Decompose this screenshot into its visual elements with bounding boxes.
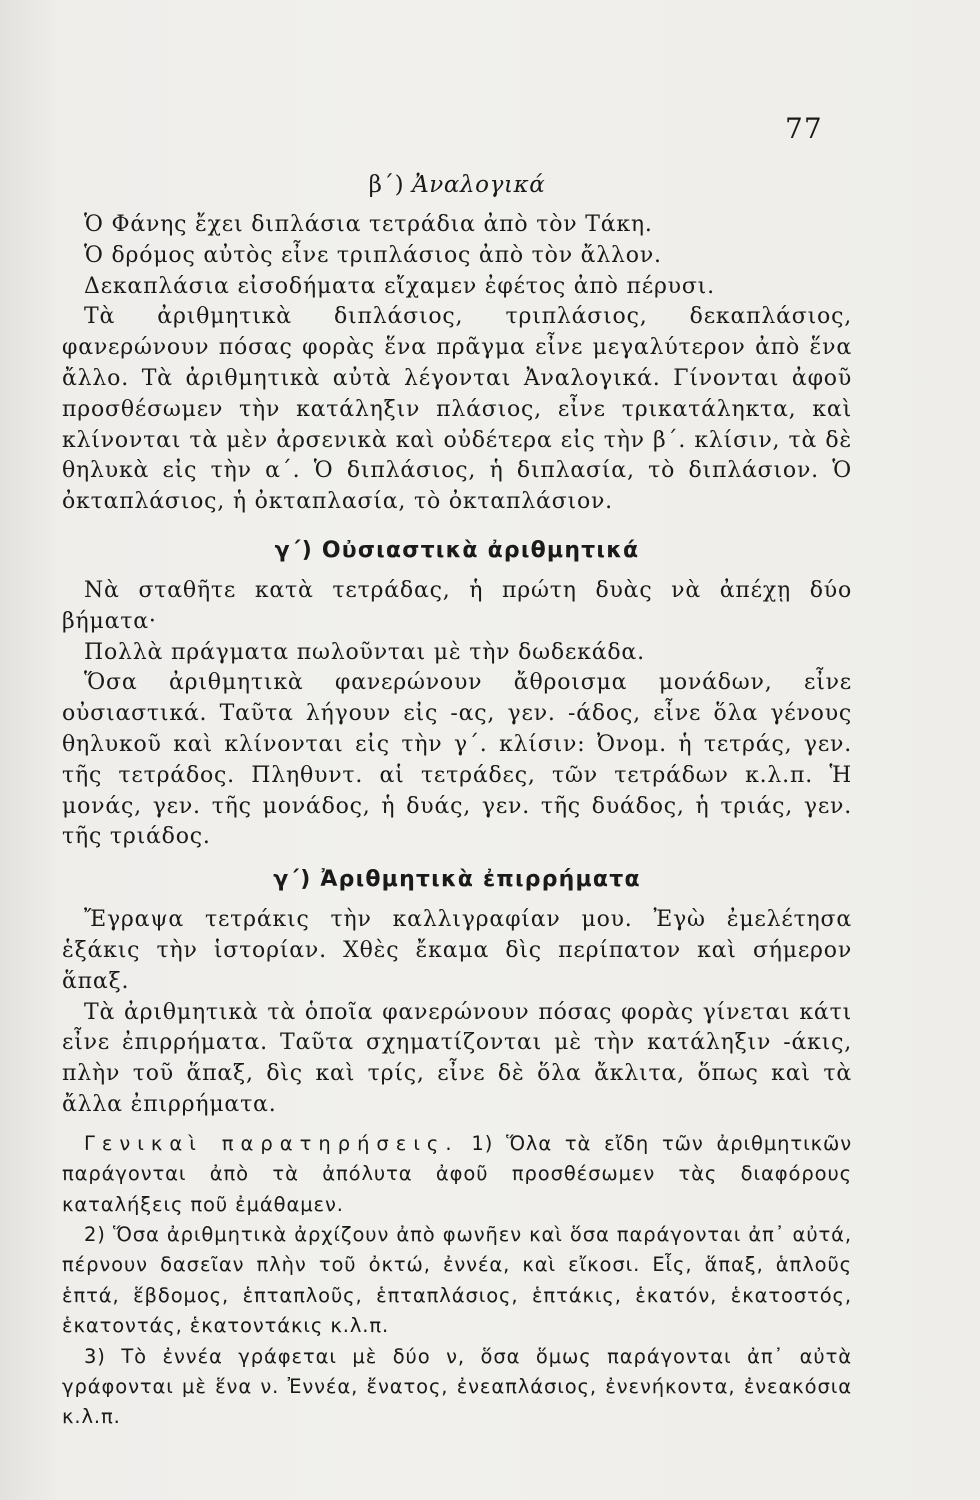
- section-marker: γ΄): [273, 867, 312, 893]
- explanation-paragraph: Τὰ ἀριθμητικὰ τὰ ὁποῖα φανερώνουν πόσας φορὰς γίνεται κάτι εἶνε ἐπιρρήματα. Ταῦτα σχηματίζονται μὲ τὴν κατάληξιν -άκις, πλὴν τοῦ ἅπαξ, δὶς καὶ τρίς, εἶνε δὲ ὅλα ἄκλιτα, ὅπως καὶ τὰ ἄλλα ἐπιρρήματα.: [62, 999, 852, 1117]
- example-line: Ὁ δρόμος αὐτὸς εἶνε τριπλάσιος ἀπὸ τὸν ἄλλον.: [84, 242, 662, 268]
- section-marker: β΄): [368, 172, 405, 198]
- example-line: Ὁ Φάνης ἔχει διπλάσια τετράδια ἀπὸ τὸν Τάκη.: [84, 212, 653, 237]
- general-remarks: [62, 1129, 852, 1433]
- explanation-paragraph: Ὅσα ἀριθμητικὰ φανερώνουν ἄθροισμα μονάδων, εἶνε οὐσιαστικά. Ταῦτα λήγουν εἰς -ας, γεν. -άδος, εἶνε ὅλα γένους θηλυκοῦ καὶ κλίνονται εἰς τὴν γ΄. κλίσιν: Ὀνομ. ἡ τετράς, γεν. τῆς τετράδος. Πληθυντ. αἱ τετράδες, τῶν τετράδων κ.λ.π. Ἡ μονάς, γεν. τῆς μονάδος, ἡ δυάς, γεν. τῆς δυάδος, ἡ τριάς, γεν. τῆς τριάδος.: [62, 670, 852, 850]
- remark-2: 2) Ὅσα ἀριθμητικὰ ἀρχίζουν ἀπὸ φωνῆεν καὶ ὅσα παράγονται ἀπ᾽ αὐτά, πέρνουν δασεῖαν πλὴν τοῦ ὀκτώ, ἐννέα, καὶ εἴκοσι. Εἷς, ἅπαξ, ἁπλοῦς ἑπτά, ἕβδομος, ἑπταπλοῦς, ἑπταπλάσιος, ἑπτάκις, ἑκατόν, ἑκατοστός, ἑκατοντάς, ἑκατοντάκις κ.λ.π.: [62, 1222, 852, 1338]
- section-heading-epirrimata: [62, 865, 852, 895]
- section-title: Ἀναλογικά: [412, 172, 546, 198]
- section-title: Οὐσιαστικὰ ἀριθμητικά: [321, 537, 640, 563]
- remark-1: [62, 1129, 852, 1220]
- page-content: [62, 170, 852, 1433]
- page-number: 77: [785, 112, 823, 145]
- section-heading-analogika: [62, 170, 852, 200]
- example-line: Πολλὰ πράγματα πωλοῦνται μὲ τὴν δωδεκάδα.: [84, 639, 645, 665]
- example-line: Δεκαπλάσια εἰσοδήματα εἴχαμεν ἐφέτος ἀπὸ πέρυσι.: [84, 273, 715, 299]
- remark-3: 3) Τὸ ἐννέα γράφεται μὲ δύο ν, ὅσα ὅμως παράγονται ἀπ᾽ αὐτὰ γράφονται μὲ ἕνα ν. Ἐννέα, ἔνατος, ἐνεαπλάσιος, ἐνενήκοντα, ἐνεακόσια κ.λ.π.: [62, 1344, 852, 1429]
- section-title: Ἀριθμητικὰ ἐπιρρήματα: [320, 867, 641, 893]
- section-marker: γ΄): [274, 537, 313, 563]
- example-paragraph: Ἔγραψα τετράκις τὴν καλλιγραφίαν μου. Ἐγὼ ἐμελέτησα ἑξάκις τὴν ἱστορίαν. Χθὲς ἔκαμα δὶς περίπατον καὶ σήμερον ἅπαξ.: [62, 907, 852, 994]
- example-line: Νὰ σταθῆτε κατὰ τετράδας, ἡ πρώτη δυὰς νὰ ἀπέχῃ δύο βήματα·: [62, 577, 852, 634]
- remarks-title: Γενικαὶ παρατηρήσεις.: [84, 1131, 459, 1155]
- remark-1-text: 1) Ὅλα τὰ εἴδη τῶν ἀριθμητικῶν παράγονται ἀπὸ τὰ ἀπόλυτα ἀφοῦ προσθέσωμεν τὰς διαφόρους καταλήξεις ποῦ ἐμάθαμεν.: [62, 1131, 852, 1216]
- explanation-paragraph: Τὰ ἀριθμητικὰ διπλάσιος, τριπλάσιος, δεκαπλάσιος, φανερώνουν πόσας φορὰς ἕνα πρᾶγμα εἶνε μεγαλύτερον ἀπὸ ἕνα ἄλλο. Τὰ ἀριθμητικὰ αὐτὰ λέγονται Ἀναλογικά. Γίνονται ἀφοῦ προσθέσωμεν τὴν κατάληξιν πλάσιος, εἶνε τρικατάληκτα, καὶ κλίνονται τὰ μὲν ἀρσενικὰ καὶ οὐδέτερα εἰς τὴν β΄. κλίσιν, τὰ δὲ θηλυκὰ εἰς τὴν α΄. Ὁ διπλάσιος, ἡ διπλασία, τὸ διπλάσιον. Ὁ ὀκταπλάσιος, ἡ ὀκταπλασία, τὸ ὀκταπλάσιον.: [62, 304, 852, 515]
- section-heading-ousiastika: [62, 536, 852, 566]
